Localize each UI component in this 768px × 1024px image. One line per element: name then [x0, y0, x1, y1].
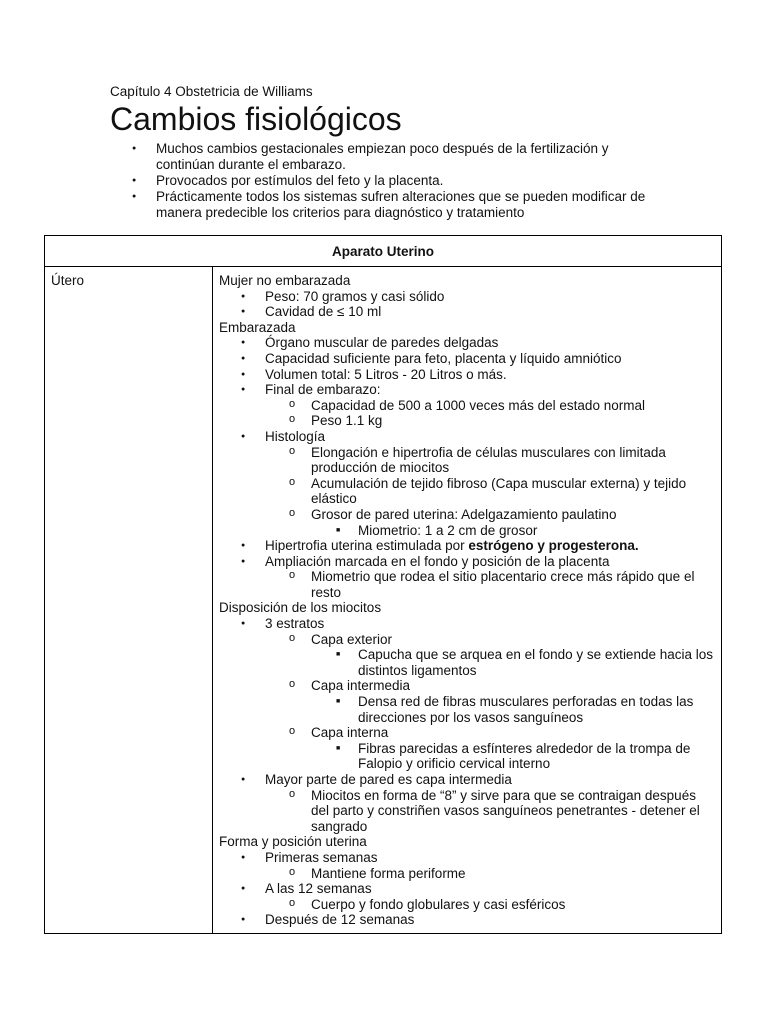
line-text: Miocitos en forma de “8” y sirve para que se contraigan después del parto y constriñen vasos sanguíneos penetrantes - detener el sangrado [311, 787, 700, 834]
line-text: Cavidad de ≤ 10 ml [265, 304, 382, 320]
line-text: Histología [265, 428, 326, 444]
row-label: Útero [45, 267, 213, 934]
content-line [219, 476, 715, 507]
line-text: Peso 1.1 kg [311, 413, 383, 429]
content-line [219, 678, 715, 694]
line-text: Mujer no embarazada [219, 273, 351, 288]
content-line [219, 866, 715, 882]
content-line [219, 741, 715, 772]
content-line [219, 897, 715, 913]
intro-list [110, 141, 670, 221]
intro-item: ● Muchos cambios gestacionales empiezan poco después de la fertilización y continúan durante el embarazo. [110, 141, 670, 173]
content-line [219, 912, 715, 928]
content-line [219, 320, 715, 336]
intro-item: ● Provocados por estímulos del feto y la placenta. [110, 173, 670, 189]
row-content [213, 267, 722, 934]
line-text: Órgano muscular de paredes delgadas [265, 335, 499, 351]
content-line [219, 445, 715, 476]
line-text: Primeras semanas [265, 849, 378, 865]
uterine-table [44, 235, 722, 934]
content-line [219, 523, 715, 539]
line-text: Volumen total: 5 Litros - 20 Litros o más. [265, 366, 507, 382]
line-text: Hipertrofia uterina estimulada por [265, 538, 469, 554]
content-line [219, 382, 715, 398]
content-line [219, 289, 715, 305]
content-line [219, 367, 715, 383]
line-text: Cuerpo y fondo globulares y casi esféricos [311, 896, 566, 912]
line-text: Disposición de los miocitos [219, 600, 382, 616]
intro-item: ● Prácticamente todos los sistemas sufren alteraciones que se pueden modificar de manera predecible los criterios para diagnóstico y tratamiento [110, 189, 670, 221]
line-text: Densa red de fibras musculares perforadas en todas las direcciones por los vasos sanguíneos [358, 694, 694, 725]
line-text: Capa interna [311, 725, 389, 741]
content-line [219, 600, 715, 616]
content-line [219, 632, 715, 648]
content-line [219, 616, 715, 632]
line-text: Grosor de pared uterina: Adelgazamiento paulatino [311, 506, 617, 522]
content-line [219, 772, 715, 788]
line-text: Capucha que se arquea en el fondo y se extiende hacia los distintos ligamentos [358, 647, 714, 678]
table-heading: Aparato Uterino [45, 236, 722, 267]
content-line [219, 569, 715, 600]
content-line [219, 881, 715, 897]
table-row [45, 267, 722, 934]
line-text: Final de embarazo: [265, 382, 381, 398]
line-text: Ampliación marcada en el fondo y posición de la placenta [265, 553, 610, 569]
line-bold-text: estrógeno y progesterona. [468, 538, 639, 554]
line-text: Elongación e hipertrofia de células musculares con limitada producción de miocitos [311, 444, 666, 476]
line-text: Acumulación de tejido fibroso (Capa muscular externa) y tejido elástico [311, 475, 687, 507]
content-line [219, 647, 715, 678]
page-title: Cambios fisiológicos [110, 101, 402, 137]
content-line [219, 351, 715, 367]
content-line [219, 413, 715, 429]
content-line [219, 335, 715, 351]
line-text: Mayor parte de pared es capa intermedia [265, 772, 512, 787]
content-line [219, 273, 715, 289]
content-line [219, 834, 715, 850]
content-line [219, 304, 715, 320]
line-text: Capacidad suficiente para feto, placenta y líquido amniótico [265, 350, 622, 366]
line-text: Miometrio que rodea el sitio placentario crece más rápido que el resto [311, 569, 695, 600]
line-text: Mantiene forma periforme [311, 865, 466, 881]
content-line [219, 694, 715, 725]
line-text: Embarazada [219, 319, 296, 335]
line-text: 3 estratos [265, 616, 325, 632]
line-text: Peso: 70 gramos y casi sólido [265, 288, 445, 304]
content-line [219, 788, 715, 835]
line-text: Capa intermedia [311, 678, 411, 694]
line-text: A las 12 semanas [265, 881, 372, 897]
line-text: Miometrio: 1 a 2 cm de grosor [358, 522, 538, 538]
content-line [219, 538, 715, 554]
chapter-label: Capítulo 4 Obstetricia de Williams [110, 84, 313, 99]
content-line [219, 429, 715, 445]
content-line [219, 725, 715, 741]
line-text: Después de 12 semanas [265, 912, 415, 928]
line-text: Capa exterior [311, 631, 393, 647]
content-line [219, 850, 715, 866]
line-text: Capacidad de 500 a 1000 veces más del estado normal [311, 397, 645, 413]
line-text: Forma y posición uterina [219, 834, 367, 850]
line-text: Fibras parecidas a esfínteres alrededor de la trompa de Falopio y orificio cervical interno [358, 740, 691, 772]
content-line [219, 507, 715, 523]
content-line [219, 554, 715, 570]
content-line [219, 398, 715, 414]
